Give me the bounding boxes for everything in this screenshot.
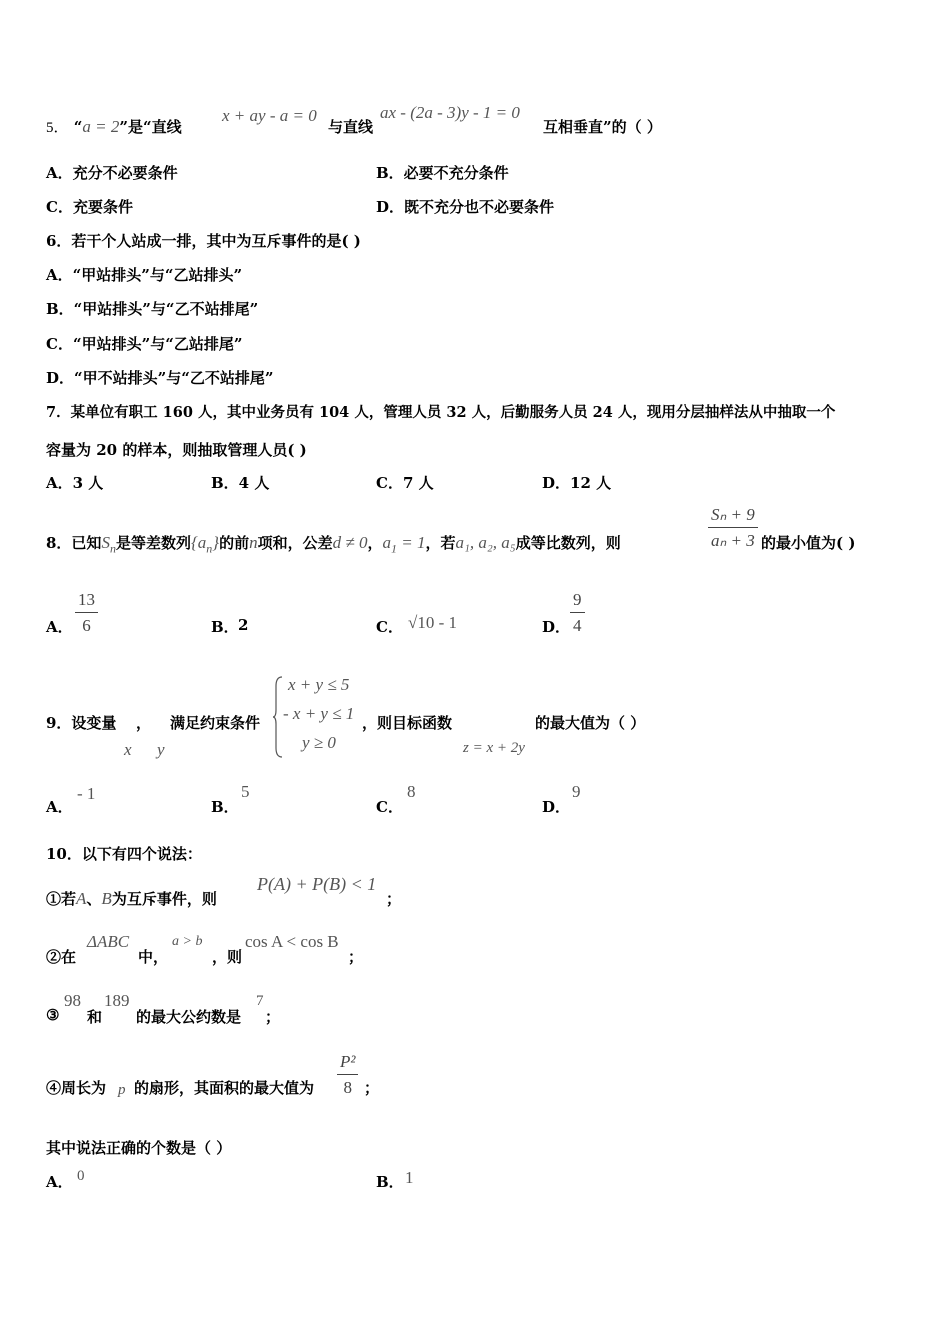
q6-option-b[interactable]: B．“甲站排头”与“乙不站排尾” (46, 300, 259, 318)
q6-option-d[interactable]: D．“甲不站排头”与“乙不站排尾” (46, 369, 274, 387)
q6-option-c[interactable]: C．“甲站排头”与“乙站排尾” (46, 335, 243, 353)
q10-statement-3-num1: 98 (64, 991, 81, 1010)
q10-statement-4-text: 的扇形，其面积的最大值为 (134, 1079, 315, 1097)
q10-statement-3-and: 和 (87, 1008, 103, 1026)
q8-option-d-value: $\frac{9}{4}$ (570, 590, 585, 636)
q9-constraint-label: 满足约束条件 (170, 714, 261, 732)
q9-option-c-label[interactable]: C． (376, 798, 403, 816)
q9-objective-label: ，则目标函数 (362, 714, 453, 732)
q5-line2: ax - (2a - 3)y - 1 = 0 (380, 103, 520, 122)
q10-option-b-label[interactable]: B． (376, 1173, 404, 1191)
q7-option-b[interactable]: B．4 人 (211, 474, 270, 492)
q7-option-c[interactable]: C．7 人 (376, 474, 434, 492)
q7-option-d[interactable]: D．12 人 (542, 474, 612, 492)
q9-option-c-value: 8 (407, 782, 416, 801)
q9-comma: ， (136, 714, 152, 732)
q8-option-d-label[interactable]: D． (542, 618, 571, 636)
q5-option-a[interactable]: A．充分不必要条件 (46, 164, 178, 182)
q5-line1: x + ay - a = 0 (222, 106, 317, 125)
q10-statement-3-num2: 189 (104, 991, 130, 1010)
q7-stem-line2: 容量为 20 的样本，则抽取管理人员( ) (46, 441, 307, 459)
q8-fraction: $\frac{\text{Sₙ + 9}}{\text{aₙ + 3}}$ (708, 505, 758, 551)
q10-statement-3-start: ③ (46, 1006, 60, 1024)
q10-statement-3-gcd: 7 (256, 993, 264, 1009)
q10-question: 其中说法正确的个数是（ ） (46, 1139, 232, 1157)
q8-option-a-label[interactable]: A． (46, 618, 73, 636)
q10-statement-2-triangle: ΔABC (87, 932, 130, 951)
q10-statement-4-start: ④周长为 (46, 1079, 107, 1097)
q8-option-c-label[interactable]: C． (376, 618, 403, 636)
q10-statement-3-text: 的最大公约数是 (136, 1008, 242, 1026)
q10-statement-2-cond: a > b (172, 934, 203, 949)
q8-option-a-value: $\frac{13}{6}$ (75, 590, 98, 636)
q9-option-a-label[interactable]: A． (46, 798, 73, 816)
q10-statement-1-end: ； (386, 890, 402, 908)
q9-option-d-value: 9 (572, 782, 581, 801)
q10-statement-4-fraction: $\frac{\text{P²}}{8}$ (337, 1052, 358, 1098)
q5-option-d[interactable]: D．既不充分也不必要条件 (376, 198, 555, 216)
q7-stem-line1: 7．某单位有职工 160 人，其中业务员有 104 人，管理人员 32 人，后勤服务人员 24 人，现用分层抽样法从中抽取一个 (46, 404, 836, 421)
q10-statement-4-end: ； (364, 1079, 380, 1097)
q7-option-a[interactable]: A．3 人 (46, 474, 104, 492)
q9-constraint-1: x + y ≤ 5 (288, 675, 350, 694)
q10-statement-1: ①若A、B为互斥事件，则 (46, 889, 217, 908)
q8-option-b-value: 2 (238, 616, 249, 634)
q6-option-a[interactable]: A．“甲站排头”与“乙站排头” (46, 266, 243, 284)
q6-stem: 6．若干个人站成一排，其中为互斥事件的是( ) (46, 232, 361, 250)
q8-stem-end: 的最小值为( ) (761, 534, 856, 552)
q9-constraint-2: - x + y ≤ 1 (283, 704, 355, 723)
q10-option-a-label[interactable]: A． (46, 1173, 73, 1191)
q10-option-a-value: 0 (77, 1168, 85, 1184)
q9-option-a-value: - 1 (77, 784, 96, 803)
q10-statement-2-end: ； (348, 948, 364, 966)
q9-option-b-label[interactable]: B． (211, 798, 239, 816)
q5-option-b[interactable]: B．必要不充分条件 (376, 164, 509, 182)
q8-option-c-value: √10 - 1 (408, 613, 457, 632)
q9-var-x: x (124, 740, 132, 759)
q9-objective: z = x + 2y (463, 740, 525, 756)
q10-statement-3-end: ； (265, 1008, 281, 1026)
q10-statement-2-mid: 中， (138, 948, 169, 966)
q8-option-b-label[interactable]: B． (211, 618, 239, 636)
q10-statement-2-formula: cos A < cos B (245, 932, 339, 951)
q10-stem: 10．以下有四个说法： (46, 845, 202, 863)
q5-text-and: 与直线 (328, 118, 374, 136)
q9-stem-end: 的最大值为（ ） (535, 714, 646, 732)
q5-text-end: 互相垂直”的（ ） (543, 118, 662, 136)
q10-option-b-value: 1 (405, 1168, 414, 1187)
q10-statement-2-start: ②在 (46, 948, 77, 966)
q9-constraint-3: y ≥ 0 (302, 733, 336, 752)
q8-stem: 8．已知$S_n$是等差数列$\{a_n\}$的前n项和，公差d ≠ 0，$a_1 = 1$，若a₁, a₂, a₅成等比数列，则 (46, 533, 621, 556)
q9-option-d-label[interactable]: D． (542, 798, 571, 816)
q10-statement-1-formula: P(A) + P(B) < 1 (257, 874, 377, 894)
q9-stem-start: 9．设变量 (46, 714, 117, 732)
q5-option-c[interactable]: C．充要条件 (46, 198, 133, 216)
q9-var-y: y (157, 740, 165, 759)
q5-stem: 5． “a = 2”是“直线 (46, 117, 182, 136)
q10-statement-4-perimeter: p (118, 1082, 126, 1098)
q10-statement-2-then: ，则 (212, 948, 243, 966)
q9-option-b-value: 5 (241, 782, 250, 801)
